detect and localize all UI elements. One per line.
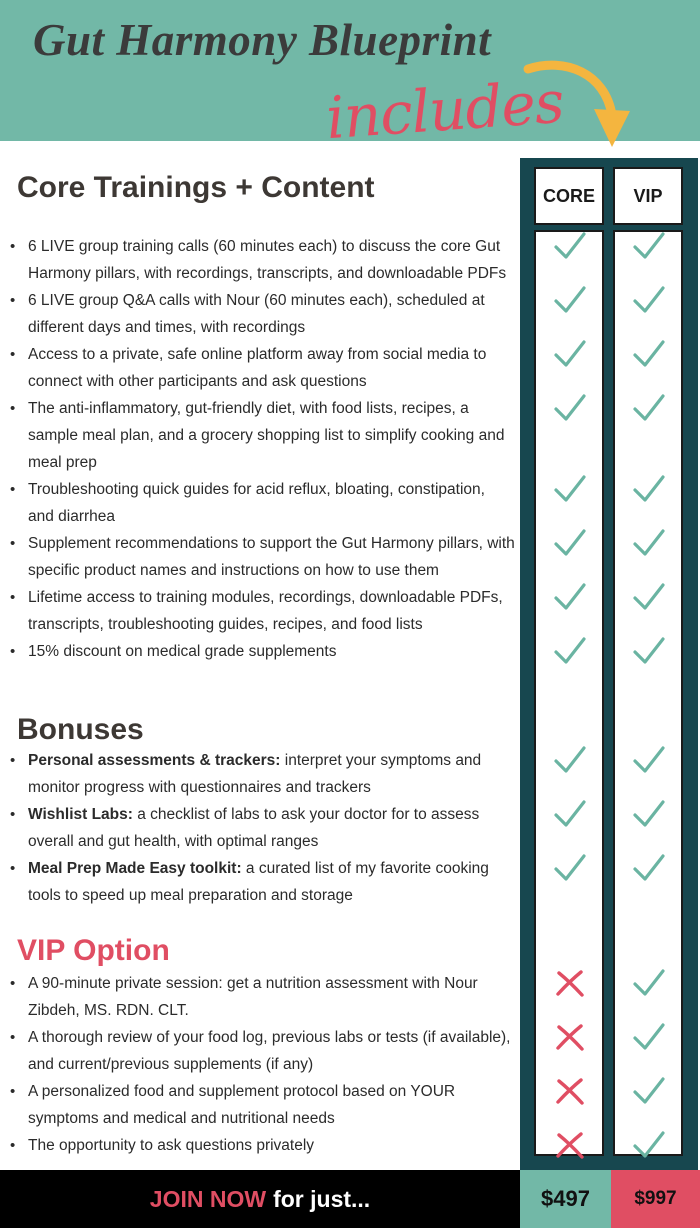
check-icon: [553, 580, 587, 614]
list-item: [0, 855, 515, 909]
check-icon: [632, 526, 666, 560]
check-icon: [632, 743, 666, 777]
bonus-name: Meal Prep Made Easy toolkit:: [28, 860, 242, 877]
check-icon: [632, 472, 666, 506]
check-icon: [553, 634, 587, 668]
header-banner: [0, 0, 700, 153]
column-header-vip: VIP: [613, 167, 683, 225]
list-item: • Access to a private, safe online platform away from social media to connect with other participants and ask questions: [0, 341, 515, 395]
list-item: • The anti-inflammatory, gut-friendly diet, with food lists, recipes, a sample meal plan, and a grocery shopping list to simplify cooking and meal prep: [0, 395, 515, 476]
check-icon: [553, 391, 587, 425]
section-title-vip: VIP Option: [17, 934, 170, 967]
vip-list: [0, 970, 515, 1159]
cross-icon: [553, 966, 587, 1000]
bonus-description: interpret your symptoms and monitor progress with questionnaires and trackers: [28, 752, 482, 796]
check-icon: [632, 1074, 666, 1108]
price-vip[interactable]: $997: [611, 1170, 700, 1228]
core-list: [0, 233, 515, 665]
bonus-description: a checklist of labs to ask your doctor for to assess overall and gut health, with optimal ranges: [28, 806, 480, 850]
bonus-description: a curated list of my favorite cooking tools to speed up meal preparation and storage: [28, 860, 489, 904]
check-icon: [632, 1020, 666, 1054]
list-item: • 6 LIVE group Q&A calls with Nour (60 minutes each), scheduled at different days and times, with recordings: [0, 287, 515, 341]
check-icon: [632, 580, 666, 614]
check-icon: [632, 391, 666, 425]
list-item: • A thorough review of your food log, previous labs or tests (if available), and current/previous supplements (if any): [0, 1024, 515, 1078]
section-title-core: Core Trainings + Content: [17, 171, 375, 204]
check-icon: [632, 337, 666, 371]
check-icon: [553, 526, 587, 560]
bonuses-list: [0, 747, 515, 909]
check-icon: [553, 472, 587, 506]
cross-icon: [553, 1128, 587, 1162]
list-item: • Supplement recommendations to support the Gut Harmony pillars, with specific product names and instructions on how to use them: [0, 530, 515, 584]
header-script-text: includes: [323, 67, 566, 153]
check-icon: [632, 283, 666, 317]
list-item: • Lifetime access to training modules, recordings, downloadable PDFs, transcripts, troubleshooting guides, recipes, and food lists: [0, 584, 515, 638]
list-item: • A 90-minute private session: get a nutrition assessment with Nour Zibdeh, MS. RDN. CLT.: [0, 970, 515, 1024]
list-item: [0, 747, 515, 801]
check-icon: [553, 337, 587, 371]
check-icon: [553, 743, 587, 777]
list-item: • 6 LIVE group training calls (60 minutes each) to discuss the core Gut Harmony pillars, with recordings, transcripts, and downloadable PDFs: [0, 233, 515, 287]
bonus-name: Personal assessments & trackers:: [28, 752, 281, 769]
cross-icon: [553, 1020, 587, 1054]
page-title: Gut Harmony Blueprint: [33, 15, 492, 65]
list-item: • 15% discount on medical grade supplements: [0, 638, 515, 665]
check-icon: [632, 966, 666, 1000]
column-header-core: CORE: [534, 167, 604, 225]
check-icon: [553, 283, 587, 317]
price-core[interactable]: $497: [520, 1170, 611, 1228]
check-icon: [632, 1128, 666, 1162]
list-item: • The opportunity to ask questions privately: [0, 1132, 515, 1159]
curved-arrow-icon: [520, 55, 635, 155]
list-item: [0, 801, 515, 855]
section-title-bonuses: Bonuses: [17, 713, 144, 746]
check-icon: [632, 797, 666, 831]
check-icon: [632, 851, 666, 885]
bonus-name: Wishlist Labs:: [28, 806, 133, 823]
check-icon: [553, 851, 587, 885]
cta-highlight: JOIN NOW: [149, 1185, 267, 1212]
check-icon: [553, 797, 587, 831]
check-icon: [632, 634, 666, 668]
list-item: • Troubleshooting quick guides for acid reflux, bloating, constipation, and diarrhea: [0, 476, 515, 530]
cta-text: for just...: [273, 1185, 371, 1212]
list-item: • A personalized food and supplement protocol based on YOUR symptoms and medical and nutritional needs: [0, 1078, 515, 1132]
join-now-cta[interactable]: [0, 1170, 520, 1228]
check-icon: [553, 229, 587, 263]
cross-icon: [553, 1074, 587, 1108]
check-icon: [632, 229, 666, 263]
